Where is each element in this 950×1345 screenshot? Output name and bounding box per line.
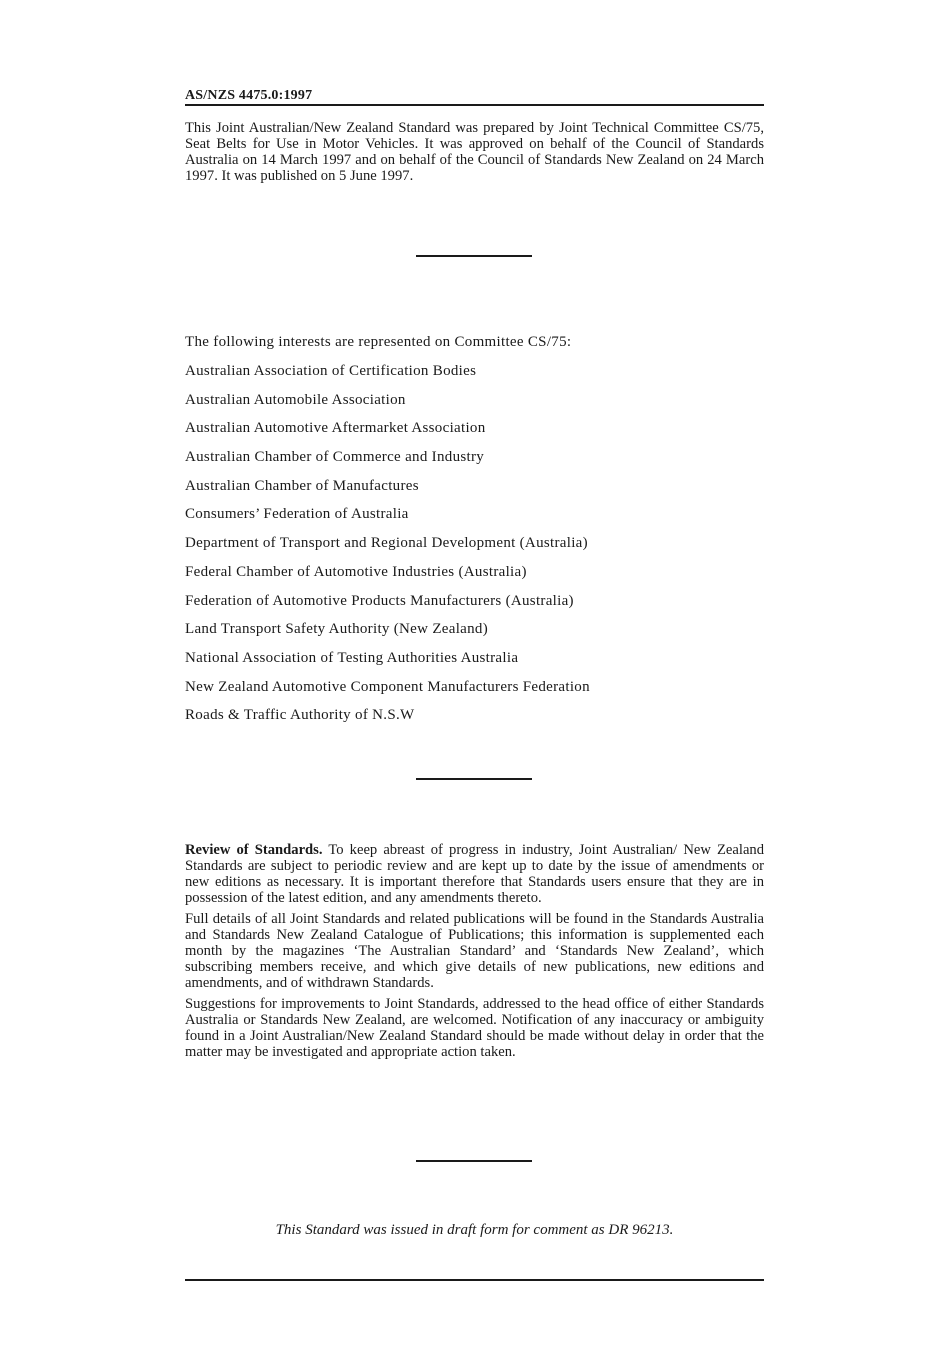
review-text-1: To keep abreast of progress in industry, Joint Australian/ New Zealand Standards are subject to periodic review and are kept up to date by the issue of amendments or new editions as necessary. It is important therefore that Standards users ensure that they are in possession of the latest edition, and any amendments thereto. — [185, 842, 765, 906]
list-item: Consumers’ Federation of Australia — [185, 506, 409, 523]
committee-interests-list — [185, 362, 590, 735]
review-paragraph-3: Suggestions for improvements to Joint Standards, addressed to the head office of either Standards Australia or Standards New Zealand, are welcomed. Notification of any inaccuracy or ambiguity found in a Joint Australian/New Zealand Standard should be made without delay in order that the matter may be investigated and appropriate action taken. — [185, 996, 764, 1060]
review-lead: Review of Standards. — [185, 842, 323, 858]
committee-heading: The following interests are represented on Committee CS/75: — [185, 334, 572, 350]
header-rule — [185, 104, 764, 106]
list-item: Australian Automotive Aftermarket Association — [185, 420, 486, 437]
review-paragraph-1 — [185, 842, 764, 906]
list-item: Australian Chamber of Commerce and Industry — [185, 449, 485, 466]
list-item: Australian Association of Certification Bodies — [185, 363, 477, 379]
standard-identifier: AS/NZS 4475.0:1997 — [185, 88, 313, 103]
review-paragraph-2: Full details of all Joint Standards and related publications will be found in the Standards Australia and Standards New Zealand Catalogue of Publications; this information is supplemented each month by the magazines ‘The Australian Standard’ and ‘Standards New Zealand’, which subscribing members receive, and which give details of new publications, new editions and amendments, and of withdrawn Standards. — [185, 911, 764, 991]
section-divider — [416, 778, 532, 780]
draft-note: This Standard was issued in draft form for comment as DR 96213. — [275, 1222, 674, 1238]
list-item: Roads & Traffic Authority of N.S.W — [185, 707, 415, 724]
approval-statement: This Joint Australian/New Zealand Standard was prepared by Joint Technical Committee CS/75, Seat Belts for Use in Motor Vehicles. It was approved on behalf of the Council of Standards Australia on 14 March 1997 and on behalf of the Council of Standards New Zealand on 24 March 1997. It was published on 5 June 1997. — [185, 120, 764, 184]
list-item: Federation of Automotive Products Manufacturers (Australia) — [185, 592, 574, 609]
list-item: Australian Automobile Association — [185, 391, 406, 408]
footer-rule — [185, 1279, 764, 1281]
list-item: Australian Chamber of Manufactures — [185, 477, 419, 494]
section-divider — [416, 1160, 532, 1162]
review-of-standards — [185, 842, 764, 1065]
section-divider — [416, 255, 532, 257]
list-item: New Zealand Automotive Component Manufacturers Federation — [185, 678, 590, 695]
list-item: National Association of Testing Authorities Australia — [185, 649, 519, 666]
list-item: Department of Transport and Regional Development (Australia) — [185, 535, 588, 552]
list-item: Land Transport Safety Authority (New Zealand) — [185, 621, 489, 638]
list-item: Federal Chamber of Automotive Industries (Australia) — [185, 563, 527, 580]
